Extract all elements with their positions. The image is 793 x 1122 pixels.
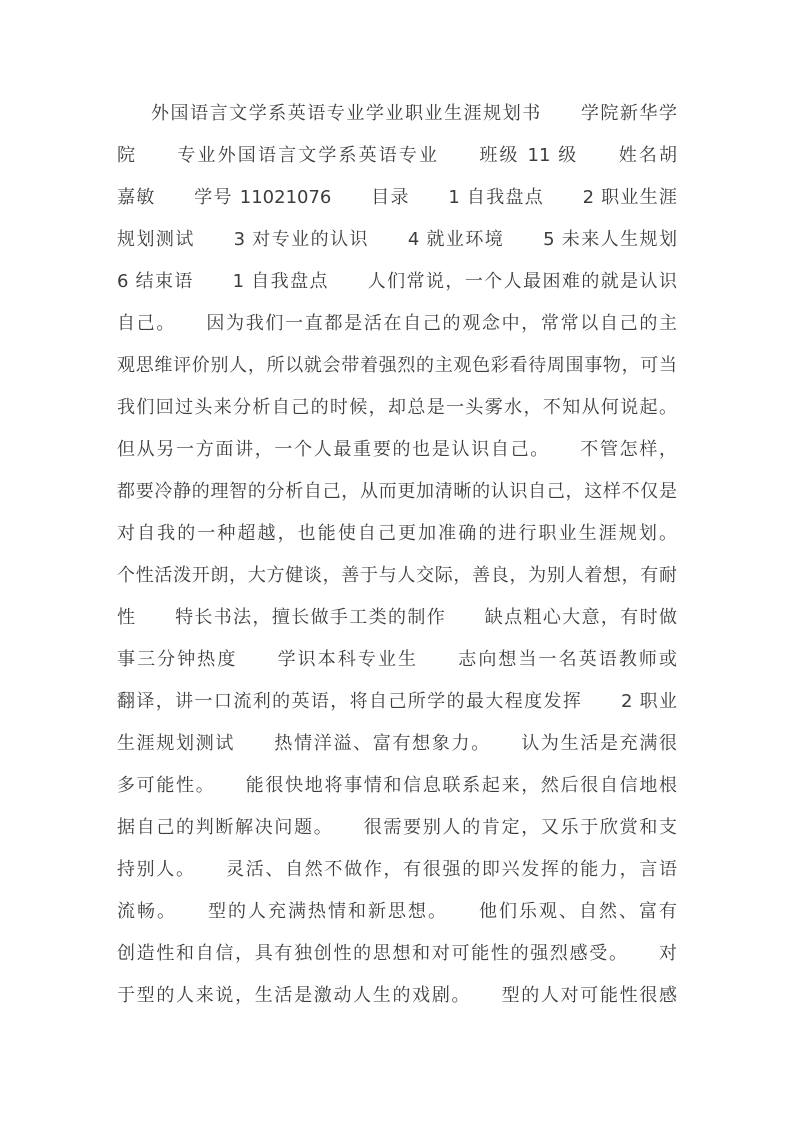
text-line: 但从另一方面讲，一个人最重要的也是认识自己。 不管怎样，: [117, 439, 677, 460]
text-line: 外国语言文学系英语专业学业职业生涯规划书 学院新华学: [151, 103, 677, 124]
text-line: 都要冷静的理智的分析自己，从而更加清晰的认识自己，这样不仅是: [117, 481, 677, 502]
text-line: 个性活泼开朗，大方健谈，善于与人交际，善良，为别人着想，有耐: [117, 565, 677, 586]
text-line: 生涯规划测试 热情洋溢、富有想象力。 认为生活是充满很: [117, 733, 677, 754]
text-line: 流畅。 型的人充满热情和新思想。 他们乐观、自然、富有: [117, 901, 677, 922]
text-line: 性 特长书法，擅长做手工类的制作 缺点粗心大意，有时做: [117, 607, 677, 628]
text-line: 于型的人来说，生活是激动人生的戏剧。 型的人对可能性很感: [117, 985, 677, 1006]
text-line: 我们回过头来分析自己的时候，却总是一头雾水，不知从何说起。: [117, 397, 677, 418]
text-line: 院 专业外国语言文学系英语专业 班级 11 级 姓名胡: [117, 145, 677, 166]
text-line: 创造性和自信，具有独创性的思想和对可能性的强烈感受。 对: [117, 943, 677, 964]
text-line: 对自我的一种超越，也能使自己更加准确的进行职业生涯规划。: [117, 523, 677, 544]
text-line: 持别人。 灵活、自然不做作，有很强的即兴发挥的能力，言语: [117, 859, 677, 880]
text-line: 事三分钟热度 学识本科专业生 志向想当一名英语教师或: [117, 649, 677, 670]
text-line: 观思维评价别人，所以就会带着强烈的主观色彩看待周围事物，可当: [117, 355, 677, 376]
text-line: 规划测试 3 对专业的认识 4 就业环境 5 未来人生规划: [117, 229, 677, 250]
document-text-block: [117, 93, 677, 1017]
text-line: 6 结束语 1 自我盘点 人们常说，一个人最困难的就是认识: [117, 271, 677, 292]
text-line: 自己。 因为我们一直都是活在自己的观念中，常常以自己的主: [117, 313, 677, 334]
text-line: 据自己的判断解决问题。 很需要别人的肯定，又乐于欣赏和支: [117, 817, 677, 838]
text-line: 嘉敏 学号 11021076 目录 1 自我盘点 2 职业生涯: [117, 187, 677, 208]
text-line: 翻译，讲一口流利的英语，将自己所学的最大程度发挥 2 职业: [117, 691, 677, 712]
text-line: 多可能性。 能很快地将事情和信息联系起来，然后很自信地根: [117, 775, 677, 796]
